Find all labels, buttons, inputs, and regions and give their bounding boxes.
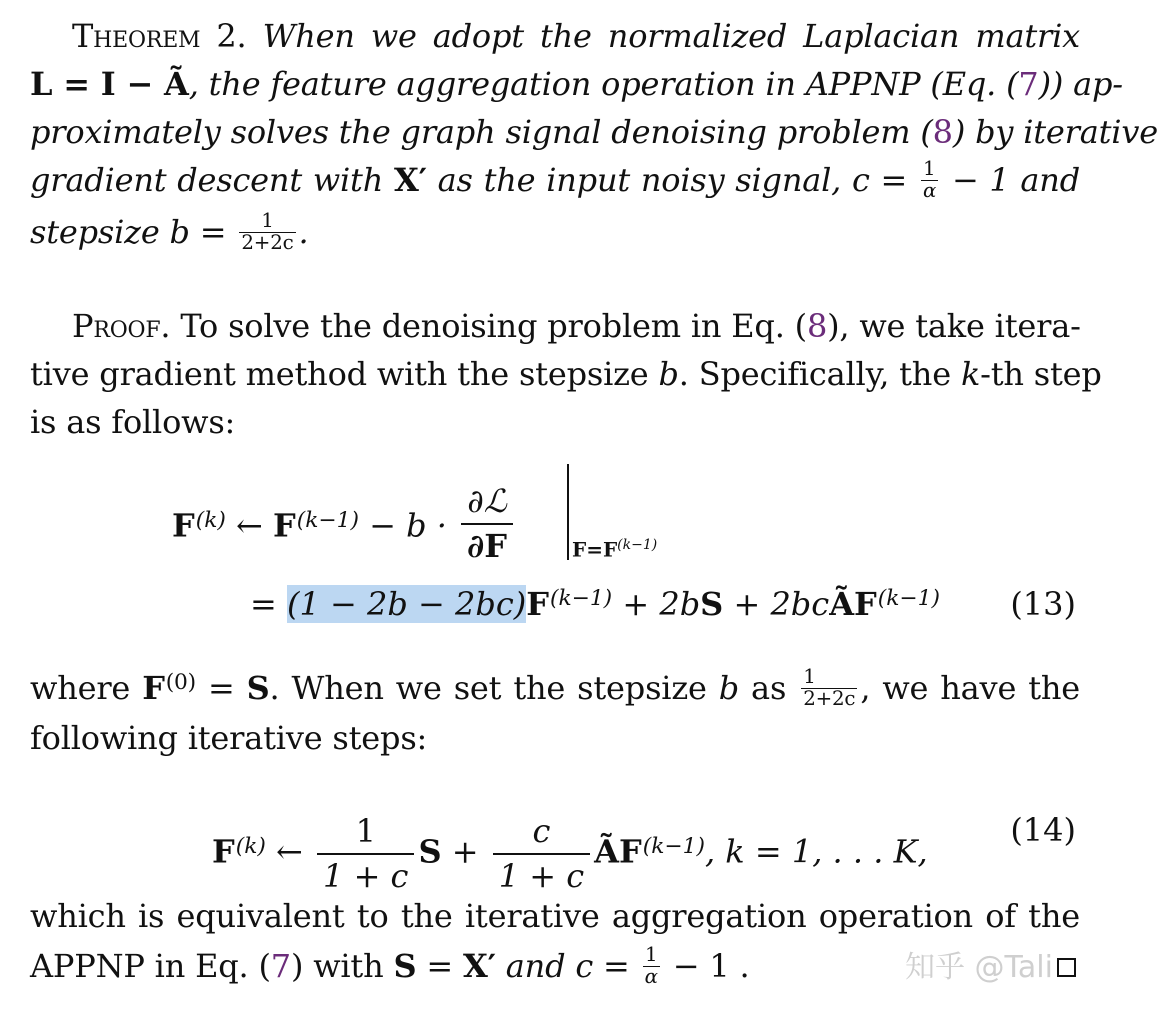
proof-line-1: Proof. To solve the denoising problem in Eq. (8), we take itera- — [72, 307, 1081, 345]
proof-line-3: is as follows: — [30, 403, 236, 441]
laplacian-def: L = I − Ã — [30, 65, 189, 103]
derivative-fraction: $\frac{\text{∂ℒ}}{\partial F}$ — [461, 480, 513, 568]
theorem-line-2: L = I − Ã, the feature aggregation operation in APPNP (Eq. (7)) ap- — [30, 65, 1123, 103]
theorem-label: Theorem 2. — [72, 17, 247, 55]
qed-square-icon — [1057, 958, 1076, 977]
proof-label: Proof. — [72, 307, 171, 345]
proof-line-2: tive gradient method with the stepsize b. Specifically, the k-th step — [30, 355, 1102, 393]
theorem-line-5: stepsize b = $\frac{1}{2+2c}$ . — [30, 209, 309, 254]
fraction-stepsize: $\frac{1}{2+2c}$ — [241, 209, 294, 254]
para3-line-2: APPNP in Eq. (7) with S = X′ and c = $\frac{1}{\alpha}$ − 1 . — [30, 943, 750, 988]
evaluation-bar — [567, 464, 569, 560]
ref-eq-7-final[interactable]: 7 — [270, 947, 291, 985]
equation-14-number: (14) — [1010, 811, 1076, 849]
highlighted-selection[interactable]: (1 − 2b − 2bc) — [286, 585, 527, 623]
para2-line-2: following iterative steps: — [30, 719, 428, 757]
ref-eq-8-proof[interactable]: 8 — [806, 307, 828, 345]
fraction-one-over-alpha: $\frac{1}{\alpha}$ — [922, 157, 937, 202]
fraction-one-over-alpha-2: $\frac{1}{\alpha}$ — [644, 943, 658, 988]
theorem-line-1: Theorem 2. When we adopt the normalized Laplacian matrix — [72, 17, 1080, 55]
para3-line-1: which is equivalent to the iterative aggregation operation of the — [30, 897, 1080, 935]
fraction-1-over-1-plus-c: $\frac{1}{1 + c}$ — [317, 810, 414, 898]
ref-eq-8[interactable]: 8 — [932, 113, 953, 151]
ref-eq-7[interactable]: 7 — [1018, 65, 1039, 103]
equation-13-line-1: $F^{(k)}$ ← $F^{(k-1)} - b$ · $\frac{\text{∂ℒ}}{\partial F}$ — [172, 484, 517, 572]
equation-14: $F^{(k)}$ ← $\frac{1}{1 + c}$ S + $\frac{c}{1 + c}$ $ÃF^{(k-1)}$, k = 1, . . . K, — [212, 810, 928, 898]
watermark: 知乎 @Tali — [905, 950, 1053, 985]
fraction-c-over-1-plus-c: $\frac{c}{1 + c}$ — [493, 810, 590, 898]
theorem-line-4: gradient descent with X′ as the input noisy signal, c = $\frac{1}{\alpha}$ − 1 and — [30, 157, 1080, 202]
fraction-stepsize-2: $\frac{1}{2+2c}$ — [803, 665, 856, 710]
equation-13-number: (13) — [1010, 585, 1076, 623]
evaluation-subscript: $F=F^{(k-1)}$ — [572, 537, 658, 562]
equation-13-line-2: = $(1 - 2b - 2bc)F^{(k-1)} + 2bS$ + 2bcÃF$^{(k-1)}$ — [250, 585, 940, 623]
para2-line-1: where $F^{(0)} = S$. When we set the stepsize b as $\frac{1}{2+2c}$ , we have the — [30, 665, 1080, 710]
theorem-line-3: proximately solves the graph signal denoising problem (8) by iterative — [30, 113, 1158, 151]
